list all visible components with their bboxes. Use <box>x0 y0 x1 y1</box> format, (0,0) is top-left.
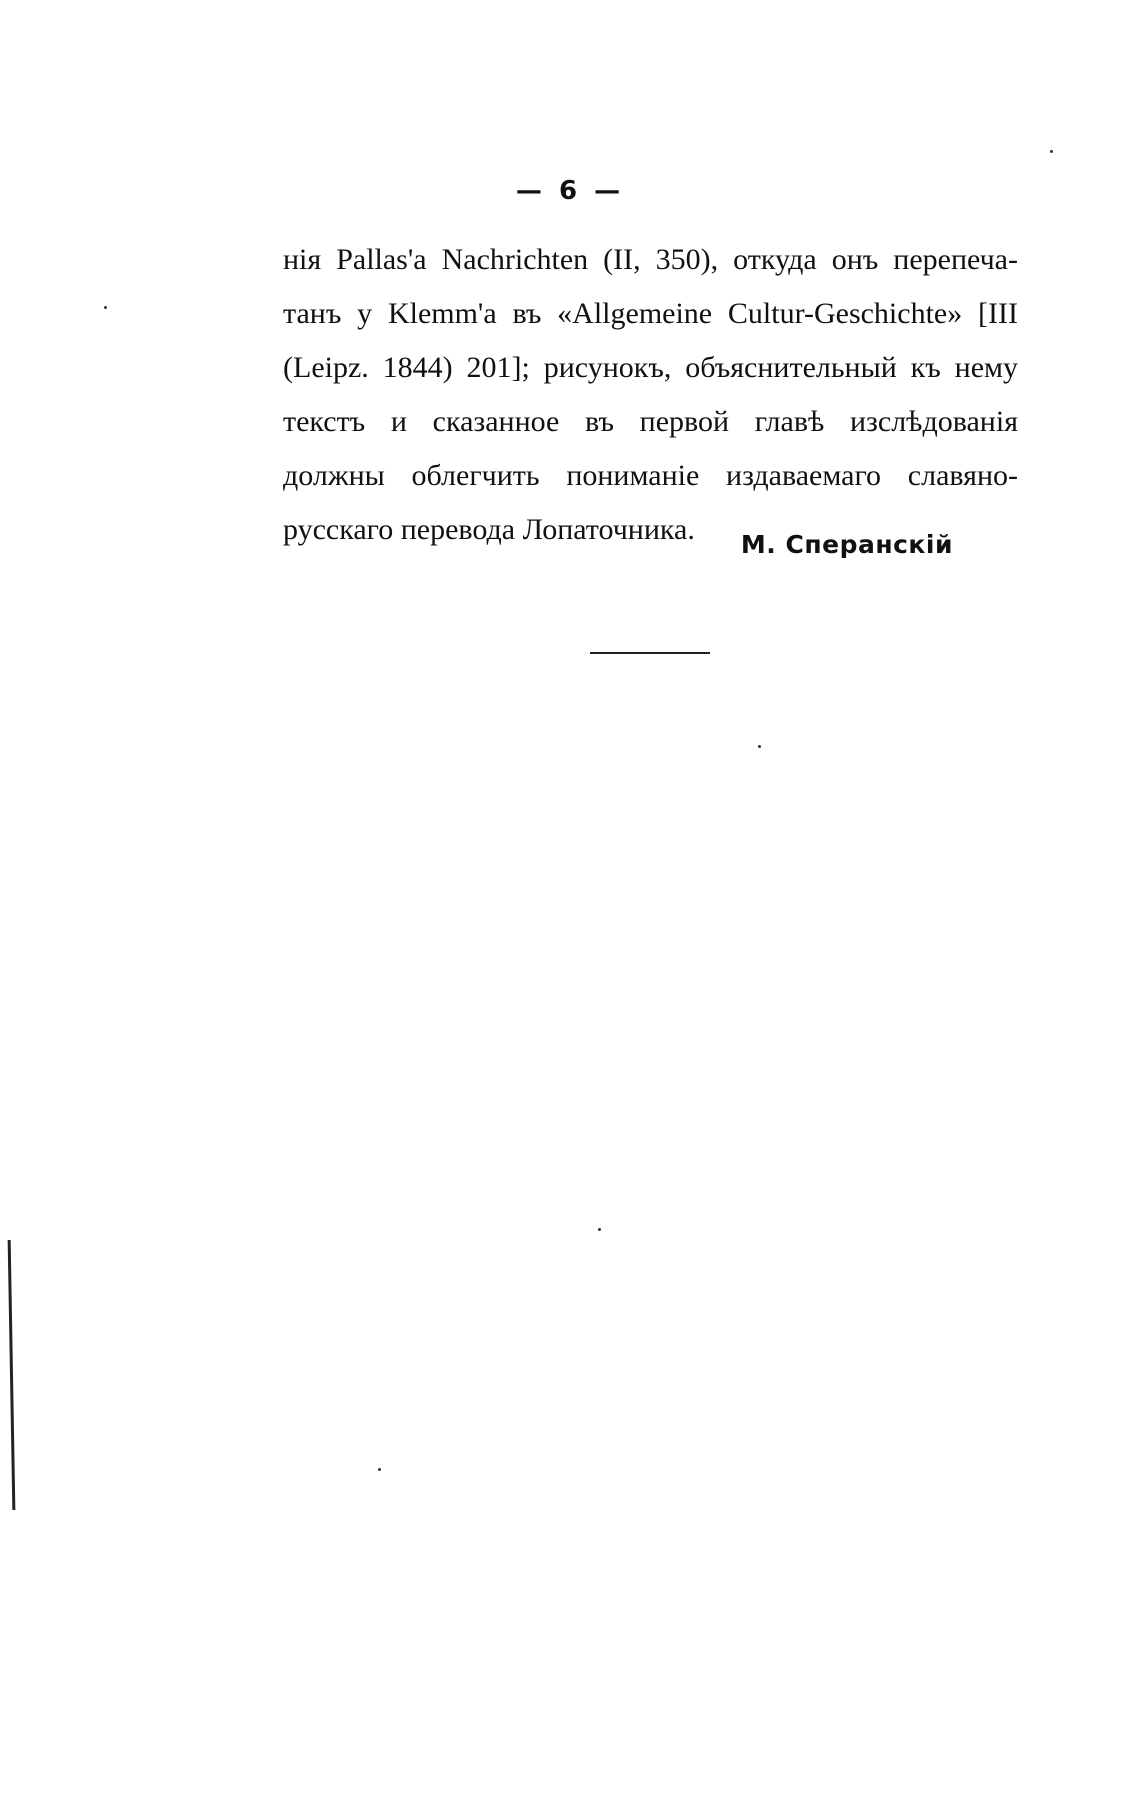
scan-speck <box>598 1228 601 1231</box>
section-divider <box>590 652 710 654</box>
body-text <box>283 233 1018 557</box>
text-line: должны облегчить пониманіе издаваемаго славяно- <box>283 459 1018 492</box>
text-line: русскаго перевода Лопаточника. <box>283 513 695 546</box>
scan-edge-mark <box>8 1240 16 1510</box>
text-line: танъ у Klemm'a въ «Allgemeine Cultur-Geschichte» [III <box>283 297 1018 330</box>
scan-speck <box>758 745 761 748</box>
text-line: нія Pallas'a Nachrichten (II, 350), откуда онъ перепеча- <box>283 243 1018 276</box>
text-line: (Leipz. 1844) 201]; рисунокъ, объяснительный къ нему <box>283 351 1018 384</box>
scan-speck <box>1050 150 1053 153</box>
scan-speck <box>104 306 107 309</box>
scan-speck <box>378 1468 381 1471</box>
text-line: текстъ и сказанное въ первой главѣ изслѣдованія <box>283 405 1018 438</box>
page-number: — 6 — <box>515 176 625 206</box>
author-signature: М. Сперанскій <box>740 530 953 559</box>
